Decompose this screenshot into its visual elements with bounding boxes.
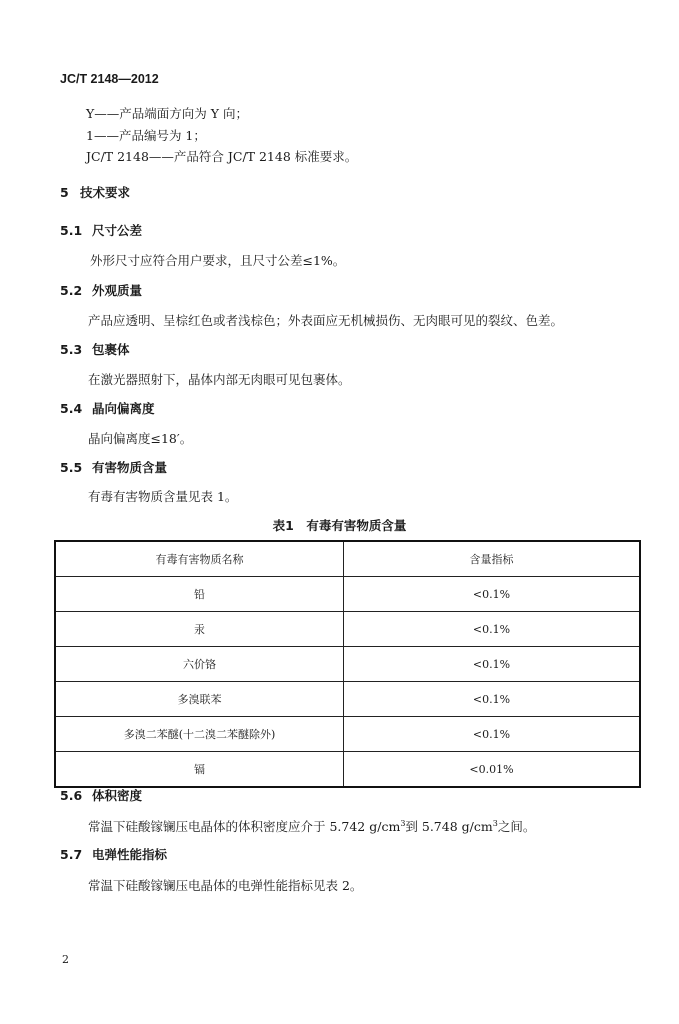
limit-value: <0.1% [344, 717, 641, 752]
hazardous-substances-table [54, 540, 641, 788]
substance-name: 汞 [55, 612, 344, 647]
density-unit-superscript: 3 [400, 818, 406, 828]
substance-name: 多溴联苯 [55, 682, 344, 717]
limit-value: <0.1% [344, 682, 641, 717]
section-title: 晶向偏离度 [92, 401, 155, 416]
density-text-b: 到 5.748 g/cm [405, 819, 493, 834]
section-number: 5.6 [60, 788, 83, 803]
section-5-1-text: 外形尺寸应符合用户要求，且尺寸公差≤1%。 [90, 253, 346, 268]
section-5-3-text: 在激光器照射下，晶体内部无肉眼可见包裹体。 [88, 372, 351, 387]
section-number: 5.2 [60, 283, 83, 298]
section-number: 5.1 [60, 223, 83, 238]
page-number: 2 [62, 953, 69, 966]
section-number: 5.7 [60, 847, 83, 862]
limit-value: <0.1% [344, 612, 641, 647]
column-header-limit: 含量指标 [344, 541, 641, 577]
table-row [55, 717, 640, 752]
section-number: 5 [60, 185, 69, 200]
code-line-y: Y——产品端面方向为 Y 向； [86, 106, 248, 121]
limit-value: <0.1% [344, 577, 641, 612]
table-header-row [55, 541, 640, 577]
section-5-4-text: 晶向偏离度≤18′。 [88, 431, 193, 446]
section-5-5-heading [60, 458, 167, 476]
section-number: 5.3 [60, 342, 83, 357]
code-line-1: 1——产品编号为 1； [86, 128, 206, 143]
section-title: 尺寸公差 [92, 223, 143, 238]
table-row [55, 752, 640, 788]
section-title: 包裹体 [92, 342, 130, 357]
density-text-a: 常温下硅酸镓镧压电晶体的体积密度应介于 5.742 g/cm [88, 819, 401, 834]
substance-name: 铅 [55, 577, 344, 612]
code-line-standard: JC/T 2148——产品符合 JC/T 2148 标准要求。 [86, 149, 358, 164]
table-row [55, 577, 640, 612]
section-5-2-heading [60, 281, 142, 299]
table-row [55, 682, 640, 717]
limit-value: <0.1% [344, 647, 641, 682]
table-row [55, 647, 640, 682]
substance-name: 多溴二苯醚(十二溴二苯醚除外) [55, 717, 344, 752]
section-5-6-text [88, 817, 535, 835]
section-title: 有害物质含量 [92, 460, 168, 475]
substance-name: 镉 [55, 752, 344, 788]
section-5-6-heading [60, 786, 142, 804]
table-1-caption: 表1 有毒有害物质含量 [272, 518, 407, 533]
section-5-3-heading [60, 340, 130, 358]
section-5-heading [60, 183, 130, 201]
column-header-substance: 有毒有害物质名称 [55, 541, 344, 577]
density-unit-superscript: 3 [492, 818, 498, 828]
standard-number: JC/T 2148—2012 [60, 72, 159, 86]
limit-value: <0.01% [344, 752, 641, 788]
section-number: 5.5 [60, 460, 83, 475]
density-text-c: 之间。 [497, 819, 536, 834]
section-5-7-text: 常温下硅酸镓镧压电晶体的电弹性能指标见表 2。 [88, 878, 363, 893]
section-5-2-text: 产品应透明、呈棕红色或者浅棕色；外表面应无机械损伤、无肉眼可见的裂纹、色差。 [88, 313, 564, 328]
section-5-7-heading [60, 845, 167, 863]
section-title: 外观质量 [92, 283, 143, 298]
section-5-4-heading [60, 399, 155, 417]
section-number: 5.4 [60, 401, 83, 416]
section-title: 电弹性能指标 [92, 847, 168, 862]
section-title: 体积密度 [92, 788, 143, 803]
section-title: 技术要求 [80, 185, 131, 200]
substance-name: 六价铬 [55, 647, 344, 682]
section-5-1-heading [60, 221, 142, 239]
section-5-5-text: 有毒有害物质含量见表 1。 [88, 489, 238, 504]
table-row [55, 612, 640, 647]
